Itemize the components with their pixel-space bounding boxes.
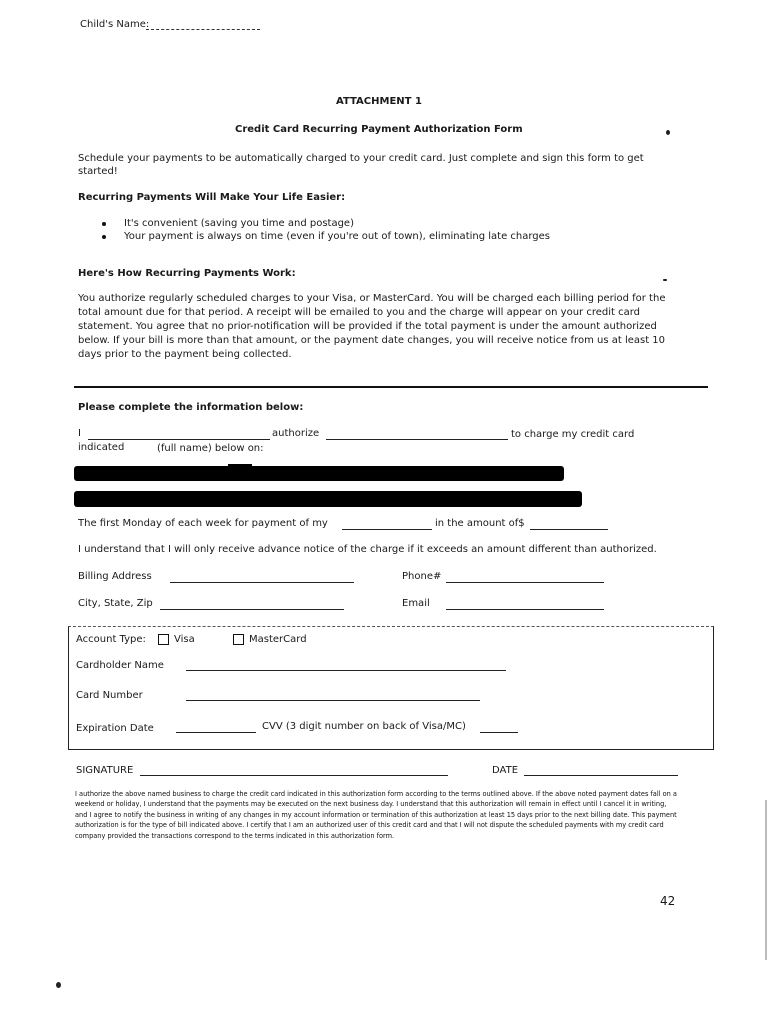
cvv-label: CVV (3 digit number on back of Visa/MC) <box>262 721 466 732</box>
benefit-item: Your payment is always on time (even if you're out of town), eliminating late charges <box>124 231 551 242</box>
benefits-heading: Recurring Payments Will Make Your Life Easier: <box>78 192 346 203</box>
email-field[interactable] <box>446 609 604 610</box>
visa-label: Visa <box>174 634 195 645</box>
signature-field[interactable] <box>140 775 448 776</box>
childs-name-field[interactable] <box>146 29 260 30</box>
card-number-label: Card Number <box>76 690 143 701</box>
cardholder-name-field[interactable] <box>186 670 506 671</box>
i-label: I <box>78 428 81 439</box>
redaction-bar <box>74 466 564 481</box>
amount-label: in the amount of$ <box>435 518 525 529</box>
how-line: days prior to the payment being collected. <box>78 349 292 360</box>
city-state-zip-label: City, State, Zip <box>78 598 153 609</box>
cardholder-name-label: Cardholder Name <box>76 660 164 671</box>
intro-line-2: started! <box>78 166 118 177</box>
indicated-label: indicated <box>78 442 125 453</box>
mastercard-checkbox[interactable] <box>233 634 244 645</box>
cvv-field[interactable] <box>480 732 518 733</box>
expiration-date-field[interactable] <box>176 732 256 733</box>
scan-speck <box>666 130 670 135</box>
bullet-icon <box>102 222 106 226</box>
form-heading: Please complete the information below: <box>78 402 304 413</box>
card-number-field[interactable] <box>186 700 480 701</box>
attachment-title: ATTACHMENT 1 <box>336 96 422 107</box>
page-number: 42 <box>660 894 676 908</box>
section-divider <box>74 386 708 388</box>
intro-line-1: Schedule your payments to be automatically charged to your credit card. Just complete and sign this form to get <box>78 153 644 164</box>
scan-edge-mark <box>765 800 767 960</box>
to-charge-label: to charge my credit card <box>511 429 635 440</box>
expiration-date-label: Expiration Date <box>76 723 154 734</box>
childs-name-label: Child's Name: <box>80 19 150 30</box>
bullet-icon <box>102 235 106 239</box>
account-type-label: Account Type: <box>76 634 146 645</box>
phone-label: Phone# <box>402 571 442 582</box>
how-line: total amount due for that period. A receipt will be emailed to you and the charge will appear on your credit card <box>78 307 641 318</box>
visa-checkbox[interactable] <box>158 634 169 645</box>
how-line: You authorize regularly scheduled charges to your Visa, or MasterCard. You will be charged each billing period for the <box>78 293 666 304</box>
redaction-bar <box>74 491 582 507</box>
authorization-terms: I authorize the above named business to charge the credit card indicated in this authorization form according to the terms outlined above. If the above noted payment dates fall on a weekend or holiday, I understand that the payments may be executed on the next business day. I understand that this authorization will remain in effect until I cancel it in writing, and I agree to notify the business in writing of any changes in my account information or termination of this authorization at least 15 days prior to the next billing date. This payment authorization is for the type of bill indicated above. I certify that I am an authorized user of this credit card and that I will not dispute the scheduled payments with my credit card company provided the transactions correspond to the terms indicated in this authorization form. <box>75 790 677 840</box>
form-title: Credit Card Recurring Payment Authorization Form <box>235 124 523 135</box>
amount-field[interactable] <box>530 529 608 530</box>
city-state-zip-field[interactable] <box>160 609 344 610</box>
mastercard-label: MasterCard <box>249 634 307 645</box>
full-name-caption: (full name) below on: <box>157 443 264 454</box>
understand-statement: I understand that I will only receive advance notice of the charge if it exceeds an amount different than authorized. <box>78 544 657 555</box>
billing-address-label: Billing Address <box>78 571 152 582</box>
full-name-field[interactable] <box>88 439 270 440</box>
billing-address-field[interactable] <box>170 582 354 583</box>
date-label: DATE <box>492 765 519 776</box>
how-line: below. If your bill is more than that amount, or the payment date changes, you will receive notice from us at least 10 <box>78 335 666 346</box>
scan-speck <box>663 279 667 281</box>
date-field[interactable] <box>524 775 678 776</box>
payment-of-field[interactable] <box>342 529 432 530</box>
email-label: Email <box>402 598 430 609</box>
authorize-label: authorize <box>272 428 320 439</box>
business-name-field[interactable] <box>326 439 508 440</box>
how-heading: Here's How Recurring Payments Work: <box>78 268 296 279</box>
benefit-item: It's convenient (saving you time and postage) <box>124 218 354 229</box>
phone-field[interactable] <box>446 582 604 583</box>
signature-label: SIGNATURE <box>76 765 134 776</box>
scan-speck <box>56 982 61 988</box>
how-line: statement. You agree that no prior-notification will be provided if the total payment is under the amount authorized <box>78 321 657 332</box>
first-monday-label: The first Monday of each week for payment of my <box>78 518 328 529</box>
